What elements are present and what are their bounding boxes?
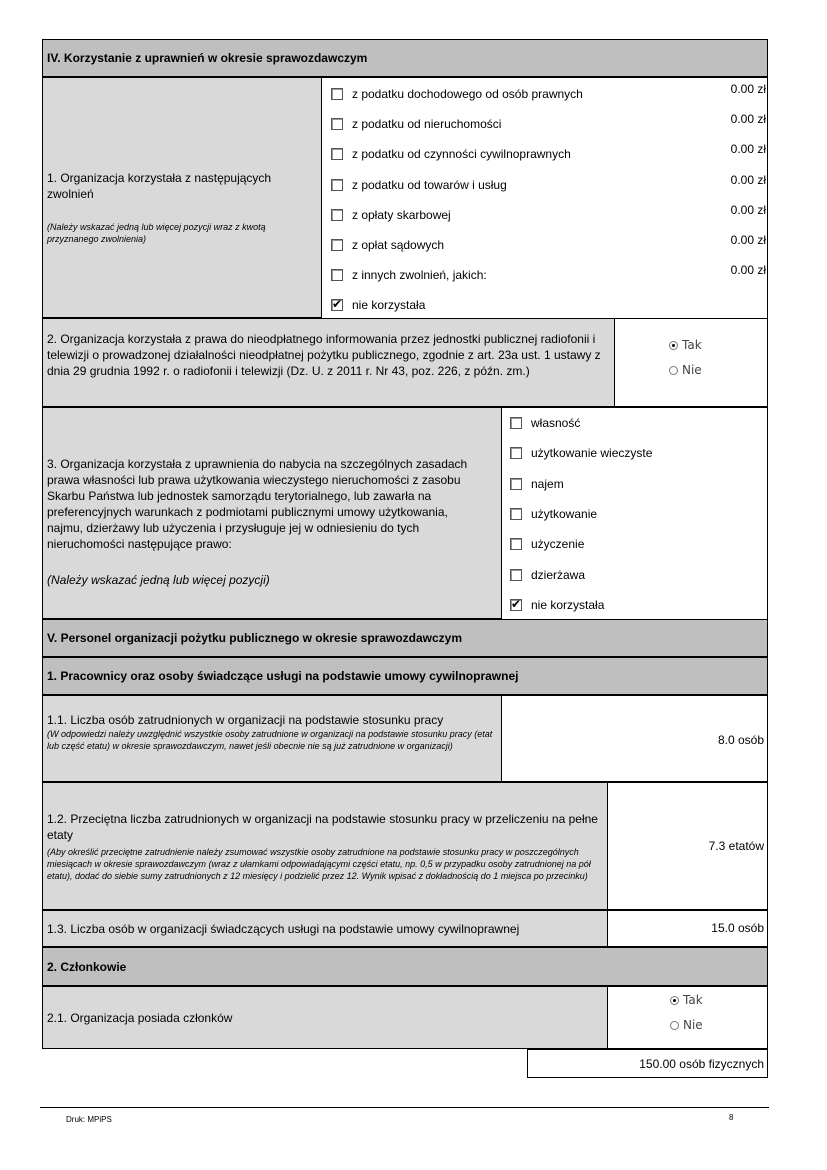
subsection-1-header: [42, 657, 768, 695]
q1-option[interactable]: [331, 268, 487, 282]
q3-option[interactable]: [510, 598, 604, 612]
q3-checkbox[interactable]: [510, 538, 522, 550]
q1-option-label: z podatku dochodowego od osób prawnych: [352, 87, 583, 101]
q3-option-label: nie korzystała: [531, 598, 605, 612]
footer-printer: Druk: MPiPS: [66, 1115, 112, 1124]
q21-count: 150.00 osób fizycznych: [639, 1057, 764, 1071]
q2-no-radio[interactable]: [669, 366, 678, 375]
subsection-2-title: 2. Członkowie: [47, 959, 127, 974]
q3-option[interactable]: [510, 446, 652, 460]
q21-yes-label: Tak: [683, 993, 703, 1007]
q1-option-label: z opłat sądowych: [352, 238, 445, 252]
q1-amount: 0.00 zł: [730, 112, 766, 126]
q3-option-label: dzierżawa: [531, 568, 586, 582]
q3-checkbox[interactable]: [510, 478, 522, 490]
q3-option-label: użyczenie: [531, 537, 585, 551]
q12-label: 1.2. Przeciętna liczba zatrudnionych w organizacji na podstawie stosunku pracy w przeliczeniu na pełne etaty: [47, 812, 598, 842]
q1-label-cell: [42, 77, 322, 318]
q2-answer-cell: [614, 318, 768, 407]
q1-amount: 0.00 zł: [730, 203, 766, 217]
q3-checkbox[interactable]: [510, 599, 522, 611]
subsection-2-header: [42, 947, 768, 986]
q21-label: 2.1. Organizacja posiada członków: [47, 1011, 233, 1025]
q12-note: (Aby określić przeciętne zatrudnienie należy zsumować wszystkie osoby zatrudnione na podstawie stosunku pracy w poszczególnych miesiącach w okresie sprawozdawczym (wraz z ułamkami odpowiadającymi części etatu, np. 0,5 w przypadku osoby zatrudnionej na pół etatu), dodać do siebie sumy zatrudnionych z 12 miesięcy i podzielić przez 12. Wynik wpisać z dokładnością do 1 miejsca po przecinku): [47, 847, 591, 881]
q3-option[interactable]: [510, 507, 597, 521]
q3-option-label: własność: [531, 416, 581, 430]
q21-answer-cell: [607, 986, 768, 1049]
q1-checkbox[interactable]: [331, 209, 343, 221]
q3-label-cell: [42, 407, 502, 619]
q21-label-cell: [42, 986, 608, 1049]
q3-option-label: użytkowanie: [531, 507, 598, 521]
q1-amount: 0.00 zł: [730, 82, 766, 96]
q2-label-cell: [42, 318, 615, 407]
q1-option-label: z podatku od czynności cywilnoprawnych: [352, 147, 571, 161]
q3-option[interactable]: [510, 416, 580, 430]
q11-label-cell: [42, 695, 502, 782]
q1-option-label: z podatku od towarów i usług: [352, 178, 507, 192]
q21-no-label: Nie: [683, 1018, 703, 1032]
q1-option[interactable]: [331, 298, 425, 312]
q1-amount: 0.00 zł: [730, 173, 766, 187]
q11-value: 8.0 osób: [717, 733, 764, 747]
q13-value-cell: [607, 910, 768, 947]
q2-label: 2. Organizacja korzystała z prawa do nieodpłatnego informowania przez jednostki publicznej radiofonii i telewizji o prowadzonej działalności nieodpłatnej pożytku publicznego, zgodnie z art. 23a ust. 1 ustawy z dnia 29 grudnia 1992 r. o radiofonii i telewizji (Dz. U. z 2011 r. Nr 43, poz. 226, z późn. zm.): [47, 332, 601, 378]
q1-checkbox[interactable]: [331, 299, 343, 311]
q1-option[interactable]: [331, 87, 583, 101]
q13-value: 15.0 osób: [711, 921, 764, 935]
q3-checkbox[interactable]: [510, 569, 522, 581]
q1-option-label: nie korzystała: [352, 298, 426, 312]
q3-label: 3. Organizacja korzystała z uprawnienia do nabycia na szczególnych zasadach prawa własności lub prawa użytkowania wieczystego nieruchomości z zasobu Skarbu Państwa lub jednostek samorządu terytorialnego, lub zawarła na preferencyjnych warunkach z podmiotami publicznymi umowy użytkowania, najmu, dzierżawy lub użyczenia i przysługuje jej w odniesieniu do tych nieruchomości następujące prawo:: [47, 457, 468, 551]
q3-option-label: najem: [531, 477, 564, 491]
section-iv-title: IV. Korzystanie z uprawnień w okresie sprawozdawczym: [47, 51, 368, 65]
q12-label-cell: [42, 782, 608, 910]
q13-label: 1.3. Liczba osób w organizacji świadczących usługi na podstawie umowy cywilnoprawnej: [47, 922, 520, 936]
q1-option-label: z podatku od nieruchomości: [352, 117, 502, 131]
q12-value: 7.3 etatów: [708, 839, 764, 853]
q1-checkbox[interactable]: [331, 118, 343, 130]
q3-note: (Należy wskazać jedną lub więcej pozycji): [47, 573, 270, 587]
q11-note: (W odpowiedzi należy uwzględnić wszystkie osoby zatrudnione w organizacji na podstawie stosunku pracy (etat lub część etatu) w okresie sprawozdawczym, nawet jeśli obecnie nie są już zatrudnione w organizacji): [47, 729, 493, 751]
q1-option-label: z innych zwolnień, jakich:: [352, 268, 487, 282]
q12-value-cell: [607, 782, 768, 910]
q2-no-option[interactable]: [669, 363, 702, 377]
q2-yes-option[interactable]: [669, 338, 702, 352]
q3-checkbox[interactable]: [510, 508, 522, 520]
footer-rule: [40, 1107, 769, 1108]
section-v-title: V. Personel organizacji pożytku publicznego w okresie sprawozdawczym: [47, 631, 463, 645]
q1-amount: 0.00 zł: [730, 263, 766, 277]
q1-amount: 0.00 zł: [730, 142, 766, 156]
q1-checkbox[interactable]: [331, 88, 343, 100]
section-v-header: [42, 619, 768, 657]
q1-label: 1. Organizacja korzystała z następujących zwolnień: [47, 171, 272, 201]
page-number: 8: [729, 1113, 734, 1122]
q1-option[interactable]: [331, 147, 571, 161]
q1-checkbox[interactable]: [331, 179, 343, 191]
q1-option[interactable]: [331, 238, 444, 252]
q1-note: (Należy wskazać jedną lub więcej pozycji wraz z kwotą przyznanego zwolnienia): [47, 222, 266, 244]
q21-yes-option[interactable]: [670, 993, 703, 1007]
q3-option[interactable]: [510, 477, 564, 491]
q3-option[interactable]: [510, 568, 585, 582]
q21-count-cell: [527, 1049, 768, 1078]
q3-option-label: użytkowanie wieczyste: [531, 446, 653, 460]
q21-no-radio[interactable]: [670, 1021, 679, 1030]
q2-yes-label: Tak: [682, 338, 702, 352]
q1-option-label: z opłaty skarbowej: [352, 208, 451, 222]
q2-no-label: Nie: [682, 363, 702, 377]
q1-checkbox[interactable]: [331, 148, 343, 160]
q1-amount: 0.00 zł: [730, 233, 766, 247]
q1-checkbox[interactable]: [331, 239, 343, 251]
q3-checkbox[interactable]: [510, 447, 522, 459]
q21-no-option[interactable]: [670, 1018, 703, 1032]
q11-value-cell: [501, 695, 768, 782]
q1-checkbox[interactable]: [331, 269, 343, 281]
q3-checkbox[interactable]: [510, 417, 522, 429]
q1-option[interactable]: [331, 117, 501, 131]
q11-label: 1.1. Liczba osób zatrudnionych w organizacji na podstawie stosunku pracy: [47, 713, 444, 727]
q1-option[interactable]: [331, 178, 507, 192]
q2-yes-radio[interactable]: [669, 341, 678, 350]
q1-option[interactable]: [331, 208, 451, 222]
subsection-1-title: 1. Pracownicy oraz osoby świadczące usługi na podstawie umowy cywilnoprawnej: [47, 669, 519, 683]
q21-yes-radio[interactable]: [670, 996, 679, 1005]
q13-label-cell: [42, 910, 608, 947]
section-iv-header: [42, 39, 768, 77]
q3-option[interactable]: [510, 537, 584, 551]
